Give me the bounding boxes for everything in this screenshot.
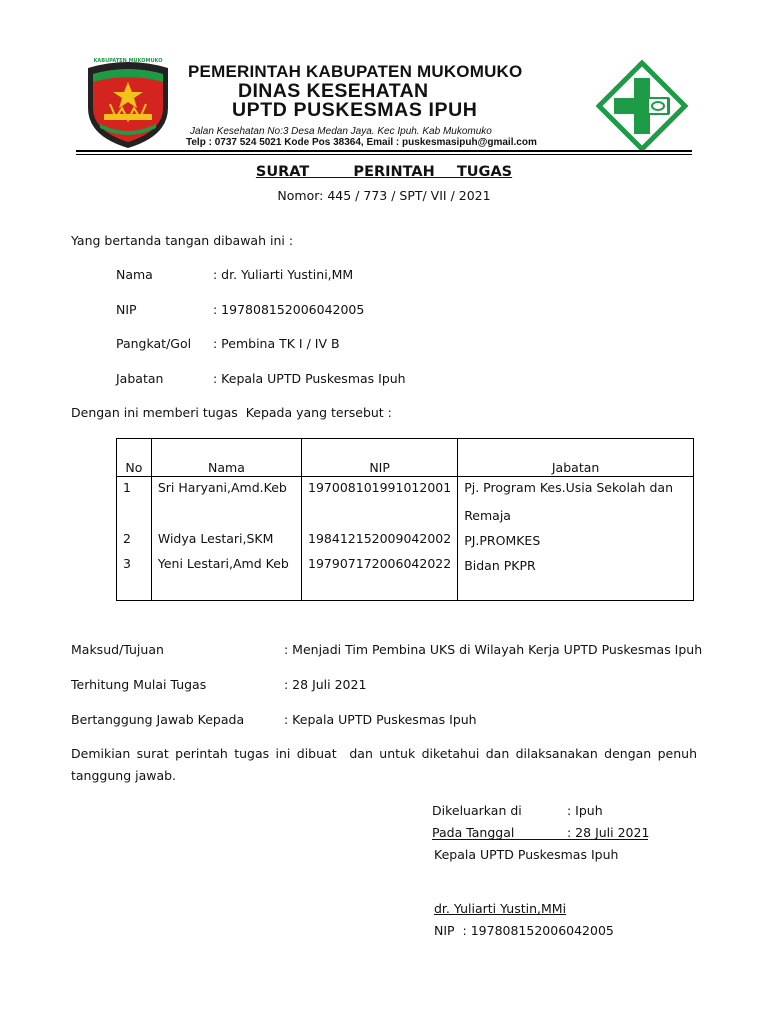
- issuer-position: Kepala UPTD Puskesmas Ipuh: [434, 847, 619, 862]
- letterhead-government: PEMERINTAH KABUPATEN MUKOMUKO: [188, 62, 523, 81]
- cell-nama: Yeni Lestari,Amd Keb: [151, 551, 301, 601]
- puskesmas-logo: [596, 60, 688, 152]
- signer-name-label: Nama: [116, 267, 153, 282]
- signer-intro: Yang bertanda tangan dibawah ini :: [71, 233, 294, 248]
- responsible-value: : Kepala UPTD Puskesmas Ipuh: [284, 712, 477, 727]
- assignment-table: [116, 438, 694, 601]
- cell-nama: Sri Haryani,Amd.Keb: [151, 477, 301, 527]
- header-nama: Nama: [151, 439, 301, 477]
- start-date-value: : 28 Juli 2021: [284, 677, 367, 692]
- table-row: [117, 551, 694, 601]
- letterhead-address: Jalan Kesehatan No:3 Desa Medan Jaya. Kec Ipuh. Kab Mukomuko: [190, 126, 492, 137]
- signer-name-value: : dr. Yuliarti Yustini,MM: [213, 267, 354, 282]
- cell-nip: 198412152009042002: [302, 526, 458, 551]
- letterhead-contact: Telp : 0737 524 5021 Kode Pos 38364, Email : puskesmasipuh@gmail.com: [186, 137, 537, 148]
- table-row: [117, 526, 694, 551]
- table-header-row: [117, 439, 694, 477]
- purpose-label: Maksud/Tujuan: [71, 642, 164, 657]
- header-nip: NIP: [302, 439, 458, 477]
- header-jabatan: Jabatan: [458, 439, 694, 477]
- cell-no: 3: [117, 551, 152, 601]
- signer-nip-label: NIP: [116, 302, 137, 317]
- letterhead-agency: DINAS KESEHATAN: [238, 80, 429, 102]
- signer-nip-signature: NIP : 197808152006042005: [434, 923, 614, 938]
- regency-emblem-graphic: [80, 58, 176, 150]
- document-title: SURAT PERINTAH TUGAS: [255, 164, 513, 180]
- assignment-intro: Dengan ini memberi tugas Kepada yang tersebut :: [71, 405, 392, 420]
- emblem-banner: KABUPATEN MUKOMUKO: [93, 58, 163, 64]
- cell-jabatan: Bidan PKPR: [458, 551, 694, 601]
- header-no: No: [117, 439, 152, 477]
- cell-jabatan-line1: Pj. Program Kes.Usia Sekolah dan: [464, 480, 673, 495]
- cell-nama: Widya Lestari,SKM: [151, 526, 301, 551]
- letterhead-rule-thin: [76, 154, 692, 155]
- signer-nip-value: : 197808152006042005: [213, 302, 365, 317]
- puskesmas-logo-graphic: [596, 60, 688, 152]
- document-number: Nomor: 445 / 773 / SPT/ VII / 2021: [277, 188, 491, 203]
- issued-date-label: Pada Tanggal: [432, 825, 515, 840]
- letterhead-unit: UPTD PUSKESMAS IPUH: [232, 99, 478, 121]
- table-row: [117, 477, 694, 527]
- cell-nip: 197907172006042022: [302, 551, 458, 601]
- purpose-value: : Menjadi Tim Pembina UKS di Wilayah Kerja UPTD Puskesmas Ipuh: [284, 642, 703, 657]
- regency-emblem: [80, 58, 176, 150]
- signer-rank-value: : Pembina TK I / IV B: [213, 336, 340, 351]
- issued-place-value: : Ipuh: [567, 803, 603, 818]
- closing-paragraph: Demikian surat perintah tugas ini dibuat dan untuk diketahui dan dilaksanakan dengan penuh tanggung jawab.: [71, 746, 701, 783]
- responsible-label: Bertanggung Jawab Kepada: [71, 712, 245, 727]
- cell-jabatan-line2: Remaja: [464, 508, 511, 523]
- cell-jabatan: [458, 477, 694, 527]
- signer-name-signature: dr. Yuliarti Yustin,MMi: [434, 901, 567, 916]
- letterhead-rule-thick: [76, 150, 692, 152]
- issued-date-value: : 28 Juli 2021: [567, 825, 650, 840]
- signer-rank-label: Pangkat/Gol: [116, 336, 192, 351]
- cell-no: 1: [117, 477, 152, 527]
- cell-jabatan: PJ.PROMKES: [458, 526, 694, 551]
- signer-position-value: : Kepala UPTD Puskesmas Ipuh: [213, 371, 406, 386]
- cell-nip: 197008101991012001: [302, 477, 458, 527]
- issued-place-label: Dikeluarkan di: [432, 803, 522, 818]
- signer-position-label: Jabatan: [116, 371, 164, 386]
- cell-no: 2: [117, 526, 152, 551]
- start-date-label: Terhitung Mulai Tugas: [71, 677, 207, 692]
